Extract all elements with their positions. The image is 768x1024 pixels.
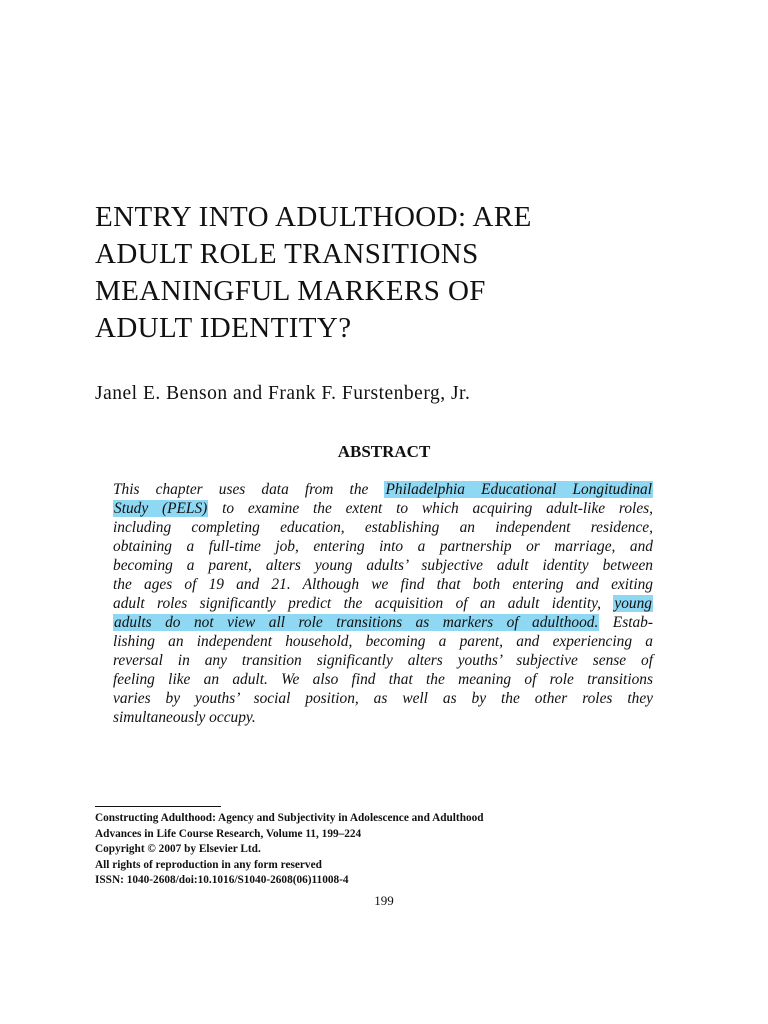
abstract-line: obtaining a full-time job, entering into a partnership or marriage, and bbox=[113, 538, 653, 555]
footnote-line: Copyright © 2007 by Elsevier Ltd. bbox=[95, 843, 261, 855]
abstract-line bbox=[113, 499, 653, 518]
abstract-line: reversal in any transition significantly alters youths’ subjective sense of bbox=[113, 652, 653, 669]
abstract-line: becoming a parent, alters young adults’ subjective adult identity between bbox=[113, 557, 653, 574]
highlighted-text[interactable]: Philadelphia Educational Longitudinal bbox=[385, 481, 653, 498]
footnote-line: ISSN: 1040-2608/doi:10.1016/S1040-2608(06)11008-4 bbox=[95, 874, 349, 886]
abstract-body bbox=[113, 480, 653, 727]
highlighted-text[interactable]: young bbox=[614, 595, 652, 612]
abstract-text: This chapter uses data from the bbox=[113, 481, 385, 498]
abstract-line: simultaneously occupy. bbox=[113, 709, 256, 726]
abstract-line bbox=[113, 613, 653, 632]
abstract-line bbox=[113, 594, 653, 613]
abstract-text: Estab- bbox=[599, 614, 653, 631]
abstract-line: varies by youths’ social position, as well as by the other roles they bbox=[113, 690, 653, 707]
abstract-heading: ABSTRACT bbox=[337, 442, 431, 461]
title-line: ENTRY INTO ADULTHOOD: ARE bbox=[95, 201, 532, 233]
title-line: ADULT IDENTITY? bbox=[95, 312, 352, 344]
chapter-title bbox=[95, 199, 695, 347]
abstract-line: the ages of 19 and 21. Although we find that both entering and exiting bbox=[113, 576, 653, 593]
highlighted-text[interactable]: Study (PELS) bbox=[114, 500, 208, 517]
title-line: ADULT ROLE TRANSITIONS bbox=[95, 238, 479, 270]
footnote-line: Advances in Life Course Research, Volume 11, 199–224 bbox=[95, 827, 362, 840]
highlighted-text[interactable]: adults do not view all role transitions as markers of adulthood. bbox=[114, 614, 599, 631]
footnote bbox=[95, 811, 695, 889]
abstract-line: lishing an independent household, becoming a parent, and experiencing a bbox=[113, 633, 653, 650]
abstract-line: feeling like an adult. We also find that the meaning of role transitions bbox=[113, 671, 653, 688]
footnote-line: Constructing Adulthood: Agency and Subjectivity in Adolescence and Adulthood bbox=[95, 812, 484, 824]
abstract-line bbox=[113, 480, 653, 499]
footnote-divider bbox=[95, 806, 221, 807]
authors: Janel E. Benson and Frank F. Furstenberg, Jr. bbox=[95, 383, 471, 404]
title-line: MEANINGFUL MARKERS OF bbox=[95, 275, 486, 307]
page-number: 199 bbox=[374, 893, 394, 908]
abstract-line: including completing education, establishing an independent residence, bbox=[113, 519, 653, 536]
abstract-text: to examine the extent to which acquiring adult-like roles, bbox=[208, 500, 653, 517]
abstract-text: adult roles significantly predict the acquisition of an adult identity, bbox=[113, 595, 614, 612]
footnote-line: All rights of reproduction in any form reserved bbox=[95, 858, 322, 871]
